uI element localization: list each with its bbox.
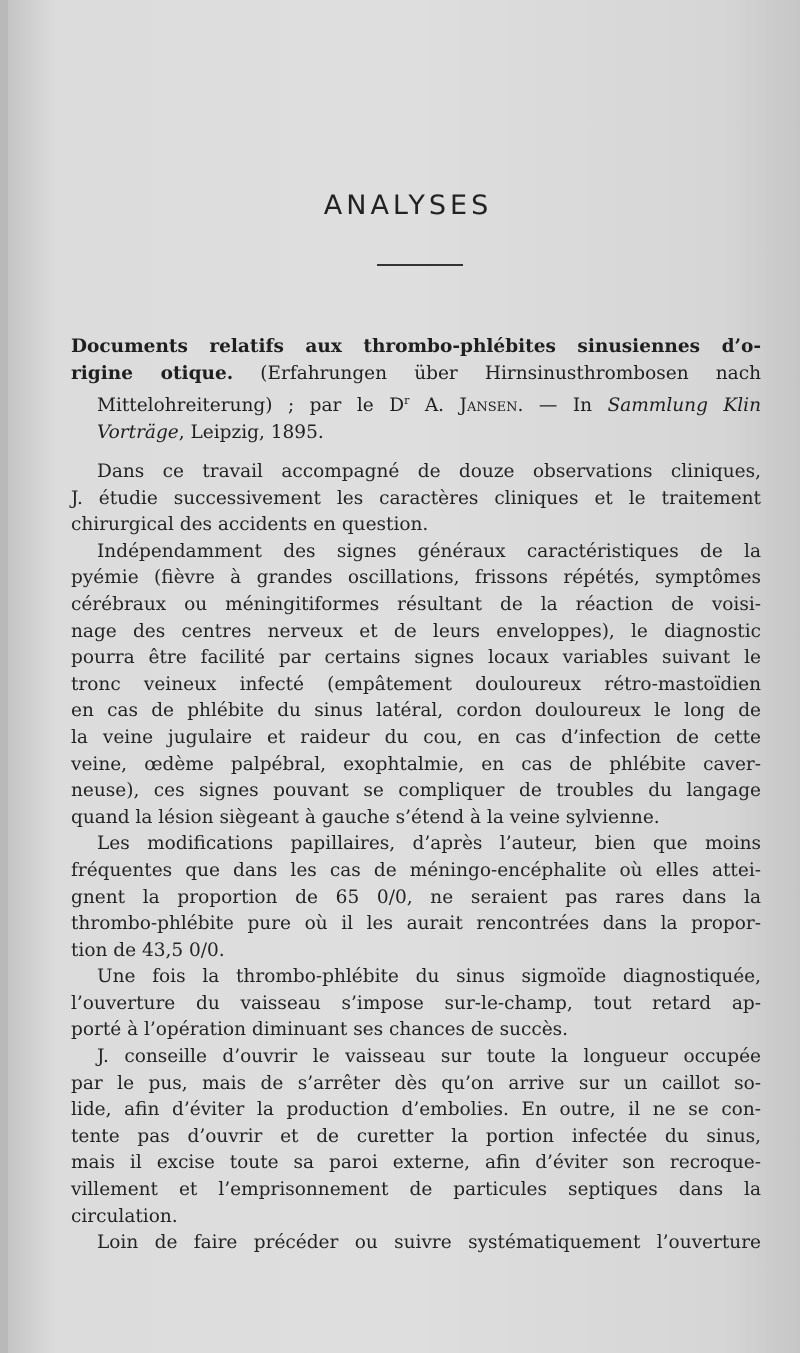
body-line: pyémie (fièvre à grandes oscillations, frissons répétés, symptômes (71, 567, 761, 589)
body-line: quand la lésion siègeant à gauche s’étend à la veine sylvienne. (71, 806, 660, 828)
body-line: Les modifications papillaires, d’après l’auteur, bien que moins (97, 833, 761, 855)
body-line: porté à l’opération diminuant ses chances de succès. (71, 1019, 569, 1041)
body-line: Une fois la thrombo-phlébite du sinus sigmoïde diagnostiquée, (97, 966, 761, 988)
body-line: en cas de phlébite du sinus latéral, cordon douloureux le long de (71, 700, 761, 722)
entry-heading-line-4 (71, 419, 761, 446)
body-line: chirurgical des accidents en question. (71, 514, 429, 536)
section-heading: ANALYSES (323, 190, 493, 221)
body-line: thrombo-phlébite pure où il les aurait rencontrées dans la propor- (71, 913, 761, 935)
body-line: pourra être facilité par certains signes locaux variables suivant le (71, 647, 761, 669)
body-line: l’ouverture du vaisseau s’impose sur-le-champ, tout retard ap- (71, 992, 761, 1014)
body-line: cérébraux ou méningitiformes résultant de la réaction de voisi- (71, 593, 761, 615)
entry-heading-line-1 (71, 333, 761, 360)
body-line: Loin de faire précéder ou suivre systématiquement l’ouverture (97, 1232, 761, 1254)
body-line: lide, afin d’éviter la production d’embolies. En outre, il ne se con- (71, 1099, 761, 1121)
entry-title-part-2: rigine otique. (71, 363, 234, 384)
body-line: tion de 43,5 0/0. (71, 939, 225, 961)
entry-heading (71, 333, 761, 446)
entry-subtitle-part-1: (Erfahrungen über Hirnsinusthrombosen nach (233, 363, 761, 384)
entry-heading-line-2 (71, 360, 761, 387)
body-line: tronc veineux infecté (empâtement douloureux rétro-mastoïdien (71, 673, 761, 695)
body-line: gnent la proportion de 65 0/0, ne seraient pas rares dans la (71, 886, 761, 908)
body-line: mais il excise toute sa paroi externe, afin d’éviter son recroque- (71, 1152, 761, 1174)
entry-author-name: Jansen (459, 395, 518, 417)
body-line: J. étudie successivement les caractères cliniques et le traitement (71, 487, 761, 509)
body-line: Dans ce travail accompagné de douze observations cliniques, (97, 461, 761, 482)
entry-publication-place: , Leipzig, 1895. (178, 422, 324, 444)
entry-journal-name-2: Vorträge (97, 422, 179, 444)
body-line: nage des centres nerveux et de leurs enveloppes), le diagnostic (71, 620, 761, 642)
entry-reference-sup: r (404, 394, 410, 407)
body-line: J. conseille d’ouvrir le vaisseau sur toute la longueur occupée (97, 1046, 761, 1068)
body-line: neuse), ces signes pouvant se compliquer de troubles du langage (71, 780, 761, 802)
entry-author-initial: A. (409, 395, 460, 417)
page (8, 0, 800, 1353)
body-line: la veine jugulaire et raideur du cou, en cas d’infection de cette (71, 726, 761, 748)
body-line: par le pus, mais de s’arrêter dès qu’on arrive sur un caillot so- (71, 1072, 761, 1094)
body-line: veine, œdème palpébral, exophtalmie, en cas de phlébite caver- (71, 753, 761, 775)
article-body (71, 459, 761, 1257)
entry-reference-text: Mittelohreiterung) ; par le D (97, 395, 405, 417)
entry-reference-separator: . — In (517, 395, 608, 417)
body-line: Indépendamment des signes généraux caractéristiques de la (97, 540, 761, 562)
body-line: tente pas d’ouvrir et de curetter la portion infectée du sinus, (71, 1125, 761, 1147)
body-line: fréquentes que dans les cas de méningo-encéphalite où elles attei- (71, 859, 761, 881)
entry-heading-line-3 (71, 387, 761, 419)
body-line: villement et l’emprisonnement de particules septiques dans la (71, 1179, 761, 1201)
entry-journal-name: Sammlung Klin (607, 395, 761, 417)
body-line: circulation. (71, 1205, 178, 1227)
section-divider (377, 264, 463, 266)
entry-title-part-1: Documents relatifs aux thrombo-phlébites sinusiennes d’o- (71, 336, 761, 357)
